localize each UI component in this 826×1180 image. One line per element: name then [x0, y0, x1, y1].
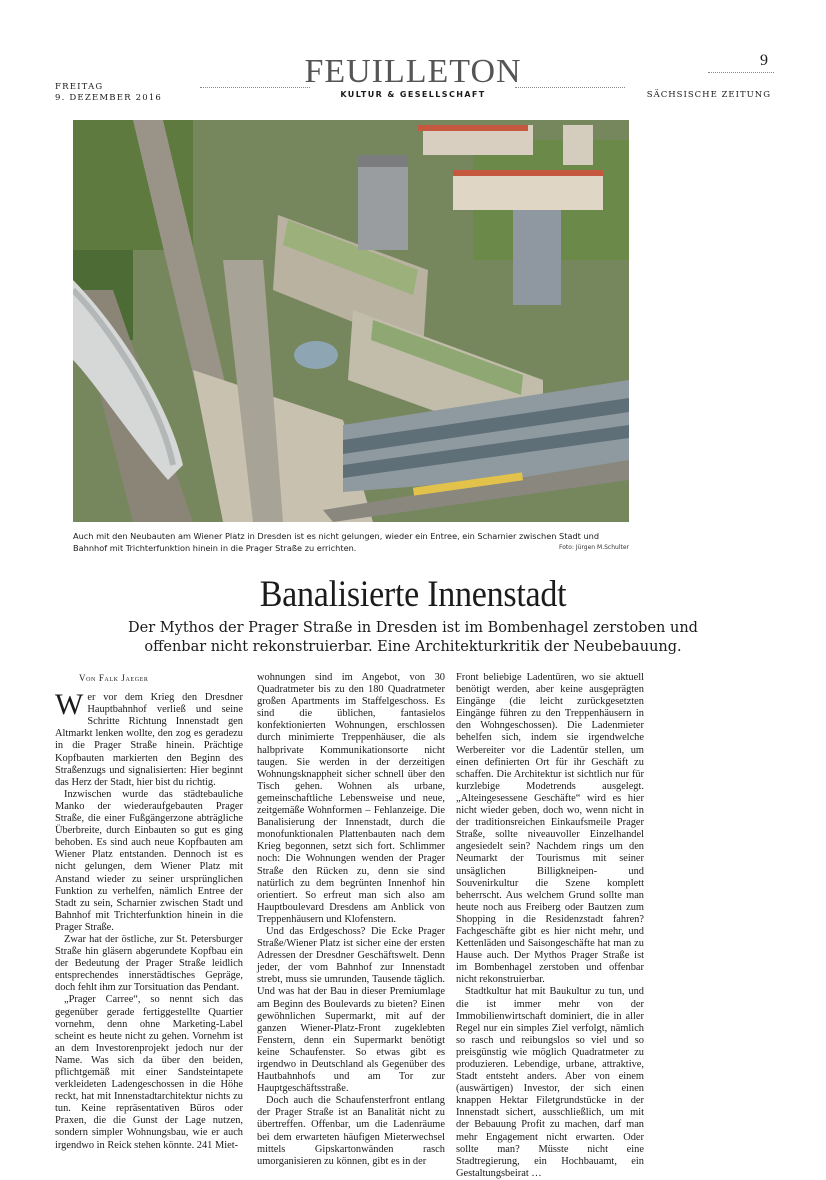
paragraph: [55, 688, 243, 789]
paragraph-text: er vor dem Krieg den Dresdner Hauptbahnhof verließ und seine Schritte Richtung Innenstadt gen Altmarkt lenken wollte, den zog es geradezu in die Prager Straße hinein. Prächtige Kopfbauten markierten den Beginn des Straßenzugs und signalisierten: Hier beginnt das Herz der Stadt, hier bist du richtig.: [55, 692, 243, 788]
paragraph: Und das Erdgeschoss? Die Ecke Prager Straße/Wiener Platz ist sicher eine der ersten Adressen der Dresdner Geschäftswelt. Denn jeder, der vom Bahnhof zur Innenstadt strebt, muss sie umrunden, Tausende täglich. Und was hat der Bau in dieser Premiumlage am Beginn des Boulevards zu bieten? Einen gewöhnlichen Supermarkt, mit auf der ganzen Wiener-Platz-Front zugeklebten Fenstern, denn ein Supermarkt benötigt keine Schaufenster. So etwas gibt es irgendwo in Deutschland als Gegenüber des Hautbahnhofs und am Tor zur Hauptgeschäftsstraße.: [257, 925, 445, 1095]
article-column-1: [55, 672, 243, 1152]
section-subtitle: KULTUR & GESELLSCHAFT: [340, 90, 486, 99]
divider: [515, 87, 625, 88]
article-deck: Der Mythos der Prager Straße in Dresden ist im Bombenhagel zerstoben und offenbar nicht rekonstruierbar. Eine Architekturkritik der Neubebauung.: [128, 620, 698, 655]
paragraph: Stadtkultur hat mit Baukultur zu tun, und die ist immer mehr von der Immobilienwirtschaft dominiert, die in aller Regel nur ein simples Ziel verfolgt, nämlich so rasch und reibungslos so viel und so preisgünstig wie möglich Quadratmeter zu produzieren. Lebendige, urbane, attraktive, Stadt entsteht anders. Aber von einem (auswärtigen) Investor, der sich einen knappen Hektar Filetgrundstücke in der Innenstadt sichert, ausschließlich, um mit der Bebauung Profit zu machen, darf man mehr Engagement nicht erwarten. Oder sollte man? Müsste nicht eine Stadtregierung, ein Hochbauamt, ein Gestaltungsbeirat …: [456, 986, 644, 1179]
paragraph: Doch auch die Schaufensterfront entlang der Prager Straße ist an Banalität nicht zu übertreffen. Offenbar, um die Ladenräume bei dem erwarteten häufigen Mieterwechsel mittels Gipskartonwänden rasch umorganisieren zu können, gibt es in der: [257, 1095, 445, 1167]
newspaper-name: SÄCHSISCHE ZEITUNG: [646, 90, 771, 100]
drop-cap: W: [55, 688, 84, 722]
divider: [200, 87, 310, 88]
article-column-3: [456, 672, 644, 1180]
paragraph: wohnungen sind im Angebot, von 30 Quadratmeter bis zu den 180 Quadratmeter großen Apartments im Staffelgeschoss. Es sind die üblichen, fantasielos konfektionierten Wohnungen, erschlossen durch minimierte Treppenhäuser, die als halbprivate Kommunikationsorte nicht taugen. Sie werden in der derzeitigen Wohnungsknappheit sicher schnell über den Tisch gehen. Wohnen als urbane, gemeinschaftliche Lebensweise und neue, zeitgemäße Wohnformen – Fehlanzeige. Die Banalisierung der Innenstadt, durch die monofunktionalen Plattenbauten nach dem Krieg begonnen, setzt sich fort. Schlimmer noch: Die Wohnungen wenden der Prager Straße den Rücken zu, denn sie sind natürlich zu dem begrünten Innenhof hin orientiert. So erfreut man sich also am Hauptboulevard Dresdens am Anblick von Treppenhäusern und Klofenstern.: [257, 672, 445, 925]
section-title: FEUILLETON: [304, 53, 522, 90]
page-number: 9: [760, 52, 768, 69]
article-headline: Banalisierte Innenstadt: [259, 574, 567, 615]
article-column-2: [257, 672, 445, 1168]
byline: Von Falk Jaeger: [79, 673, 149, 683]
date: 9. DEZEMBER 2016: [55, 93, 163, 103]
weekday: FREITAG: [55, 82, 104, 92]
paragraph: Inzwischen wurde das städtebauliche Manko der wiederaufgebauten Prager Straße, die einer Fußgängerzone abträgliche Überbreite, durch Einbauten so gut es ging behoben. Es sind auch neue Kopfbauten am Wiener Platz entstanden. Dennoch ist es nicht gelungen, dem Wiener Platz mit Anstand wieder zu seiner ursprünglichen Funktion zu verhelfen, nämlich Entree der Stadt zu sein, Scharnier zwischen Stadt und Bahnhof mit Trichterfunktion hinein in die Prager Straße.: [55, 788, 243, 933]
divider: [708, 72, 774, 73]
photo-credit: Foto: Jürgen M.Schulter: [559, 544, 629, 551]
paragraph: Front beliebige Ladentüren, wo sie aktuell benötigt werden, aber keine ausgeprägten Eingänge (die leicht zurückgesetzten Eingänge führen zu den Treppenhäusern in den Wohngeschossen). Die Ladenmieter behelfen sich, indem sie irgendwelche Werbereiter vor die Ladentür stellen, um einen definierten Ort für ihr Geschäft zu schaffen. Die Architektur ist sichtlich nur für kurzlebige Modetrends ausgelegt. „Alteingesessene Geschäfte“ wird es hier nicht wieder geben, doch wo, wenn nicht in der traditionsreichen Einkaufsmeile Prager Straße, sollte niveauvoller Einzelhandel angesiedelt sein? Nachdem rings um den Neumarkt der Tourismus mit seiner unsäglichen Billigkneipen- und Souvenirkultur die Szene komplett beherrscht. Aus welchem Grund sollte man heute noch aus Freiberg oder Bautzen zum Shopping in die Residenzstadt fahren? Fachgeschäfte gibt es hier nicht mehr, und Kettenläden und Saisongeschäfte hat man zu Hause auch. Der Mythos Prager Straße ist im Bombenhagel zerstoben und offenbar nicht rekonstruierbar.: [456, 672, 644, 986]
aerial-photo: [73, 120, 629, 522]
photo-caption: Auch mit den Neubauten am Wiener Platz in Dresden ist es nicht gelungen, wieder ein Entree, ein Scharnier zwischen Stadt und Bahnhof mit Trichterfunktion hinein in die Prager Straße zu errichten.: [73, 531, 600, 553]
aerial-city-illustration: [73, 120, 629, 522]
paragraph: „Prager Carree“, so nennt sich das gegenüber gerade fertiggestellte Quartier vornehm, denn ohne Marketing-Label scheint es heute nicht zu gehen. Vornehm ist an dem Investorenprojekt jedoch nur der Name. Was sich da über den beiden, pflichtgemäß mit einer Sandsteintapete verkleideten Ladengeschossen in die Höhe reckt, hat mit Innenstadtarchitektur nichts zu tun. Keine repräsentativen Büros oder Praxen, die die Gunst der Lage nutzen, sondern simpler Wohnungsbau, wie er auch irgendwo in Reick stehen könnte. 241 Miet-: [55, 994, 243, 1151]
paragraph: Zwar hat der östliche, zur St. Petersburger Straße hin gläsern abgerundete Kopfbau ein der Bedeutung der Prager Straße leidlich entsprechendes innerstädtisches Gepräge, doch fehlt ihm zur Torsituation das Pendant.: [55, 933, 243, 994]
